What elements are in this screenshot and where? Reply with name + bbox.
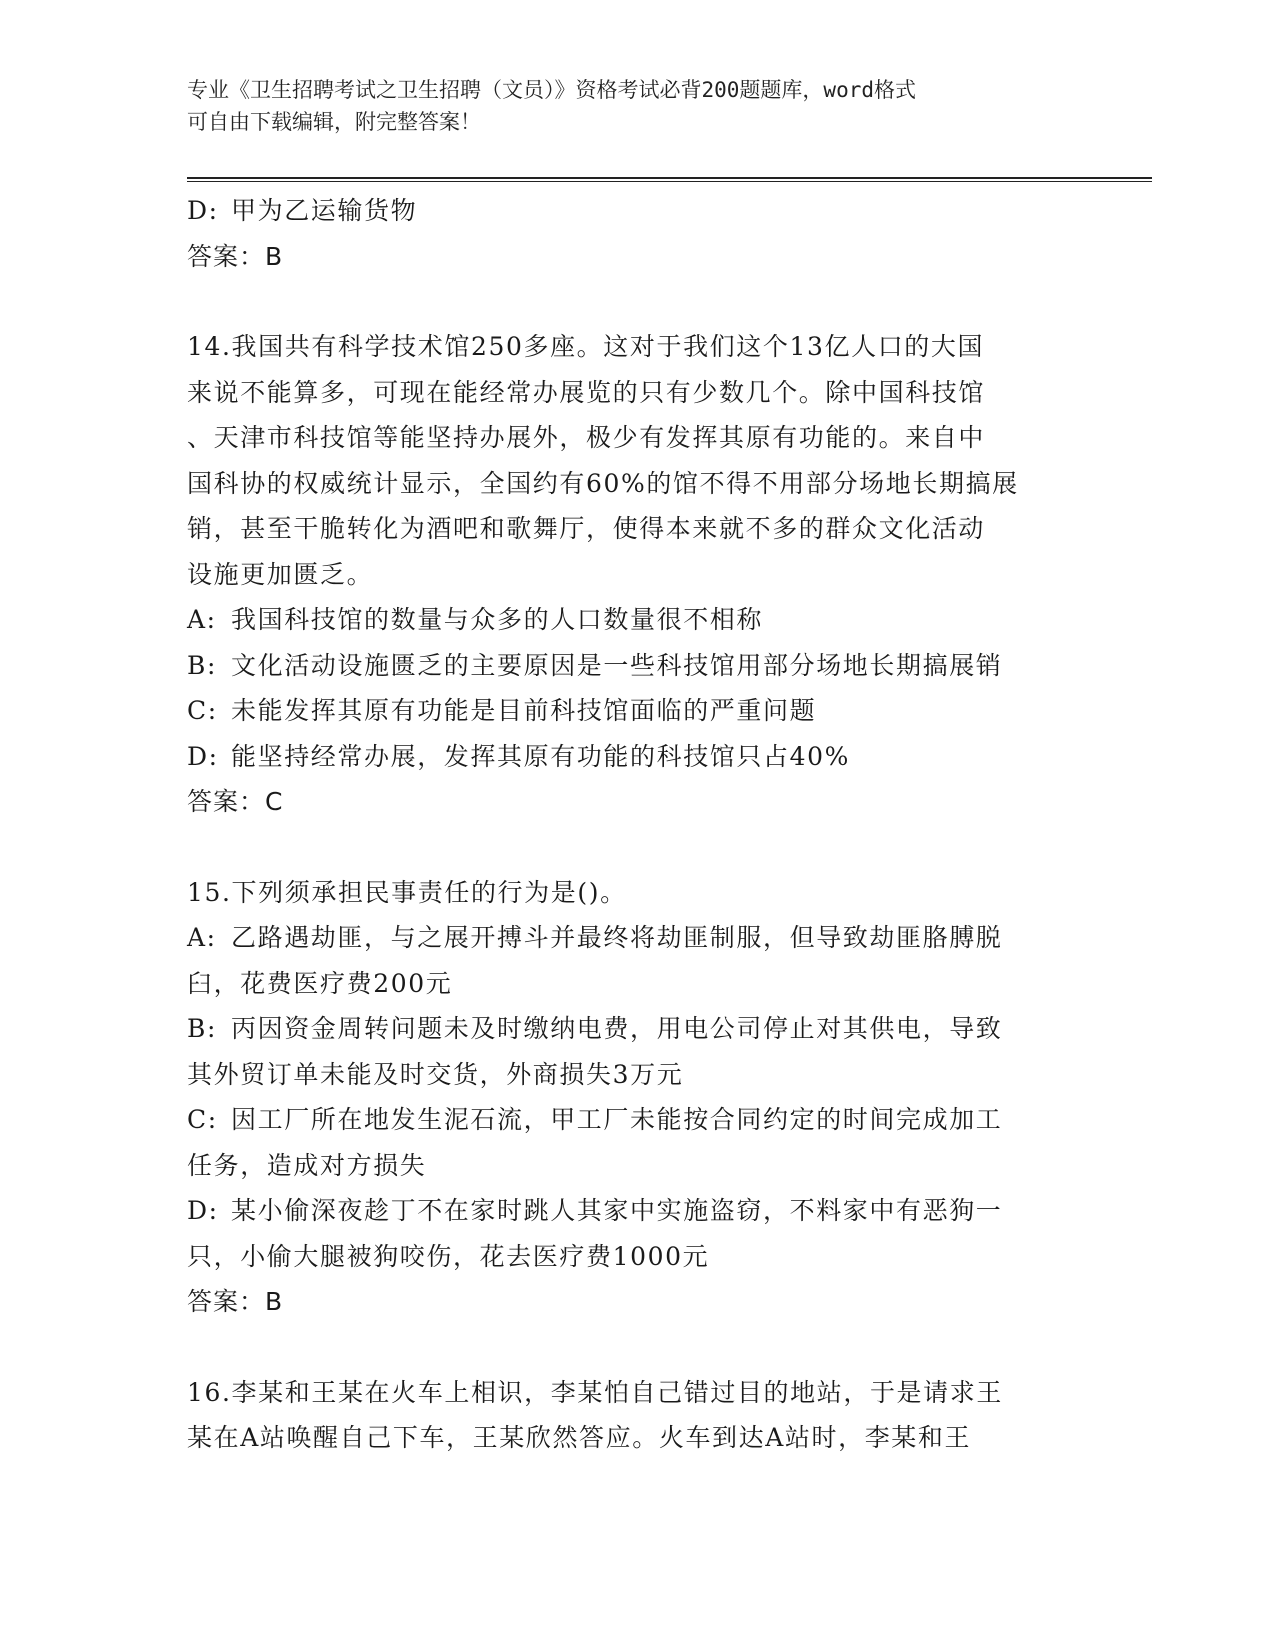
option-text: 乙路遇劫匪，与之展开搏斗并最终将劫匪制服，但导致劫匪胳膊脱 <box>231 923 1003 952</box>
question-text-line: 销，甚至干脆转化为酒吧和歌舞厅，使得本来就不多的群众文化活动 <box>187 514 986 543</box>
answer-line: 答案：B <box>187 1287 284 1316</box>
option-b <box>187 643 1087 689</box>
question-text-line: 设施更加匮乏。 <box>187 559 374 589</box>
question-text-line: 某在A站唤醒自己下车，王某欣然答应。火车到达A站时，李某和王 <box>187 1423 972 1452</box>
option-text: 未能发挥其原有功能是目前科技馆面临的严重问题 <box>231 696 817 725</box>
option-key: B: <box>187 1014 217 1043</box>
option-c <box>187 688 1087 734</box>
answer-line: 答案：B <box>187 241 284 271</box>
question-15 <box>187 870 1087 1325</box>
option-d <box>187 734 1087 780</box>
option-key: D: <box>187 196 219 225</box>
question-text-line: 15.下列须承担民事责任的行为是()。 <box>187 877 627 907</box>
spacer <box>187 279 1087 324</box>
question-text-line: 16.李某和王某在火车上相识，李某怕自己错过目的地站，于是请求王 <box>187 1377 1003 1407</box>
answer-line: 答案：C <box>187 787 284 816</box>
spacer <box>187 1325 1087 1370</box>
option-text: 甲为乙运输货物 <box>231 196 418 225</box>
option-text: 我国科技馆的数量与众多的人口数量很不相称 <box>231 605 764 634</box>
option-key: B: <box>187 650 217 680</box>
option-key: A: <box>187 605 217 634</box>
spacer <box>187 825 1087 870</box>
document-header <box>187 74 1067 138</box>
header-rule-thick <box>187 177 1152 179</box>
question-16 <box>187 1370 1087 1461</box>
option-c-continued: 任务，造成对方损失 <box>187 1150 427 1180</box>
option-key: C: <box>187 696 218 725</box>
header-rule-thin <box>187 181 1152 182</box>
option-text: 丙因资金周转问题未及时缴纳电费，用电公司停止对其供电，导致 <box>231 1014 1003 1043</box>
question-text-line: 国科协的权威统计显示，全国约有60%的馆不得不用部分场地长期搞展 <box>187 468 1019 498</box>
option-d-continued: 只，小偷大腿被狗咬伤，花去医疗费1000元 <box>187 1241 710 1271</box>
prev-question <box>187 188 1087 279</box>
option-c <box>187 1097 1087 1143</box>
header-line-1: 专业《卫生招聘考试之卫生招聘（文员）》资格考试必背200题题库，word格式 <box>187 78 916 102</box>
option-a-continued: 臼，花费医疗费200元 <box>187 968 453 998</box>
option-text: 能坚持经常办展，发挥其原有功能的科技馆只占40% <box>231 741 850 771</box>
question-text-line: 14.我国共有科学技术馆250多座。这对于我们这个13亿人口的大国 <box>187 332 985 361</box>
question-text-line: 来说不能算多，可现在能经常办展览的只有少数几个。除中国科技馆 <box>187 377 986 407</box>
option-key: C: <box>187 1105 218 1134</box>
option-key: D: <box>187 741 219 771</box>
option-text: 文化活动设施匮乏的主要原因是一些科技馆用部分场地长期搞展销 <box>231 650 1003 680</box>
option-key: D: <box>187 1196 219 1225</box>
option-a <box>187 597 1087 643</box>
option-text: 某小偷深夜趁丁不在家时跳人其家中实施盗窃，不料家中有恶狗一 <box>231 1196 1003 1225</box>
option-b-continued: 其外贸订单未能及时交货，外商损失3万元 <box>187 1059 684 1089</box>
document-body <box>187 188 1087 1461</box>
question-14 <box>187 324 1087 825</box>
option-b <box>187 1006 1087 1052</box>
option-d <box>187 1188 1087 1234</box>
header-line-2: 可自由下载编辑，附完整答案！ <box>187 110 481 134</box>
question-text-line: 、天津市科技馆等能坚持办展外，极少有发挥其原有功能的。来自中 <box>187 423 986 452</box>
option-a <box>187 915 1087 961</box>
option-text: 因工厂所在地发生泥石流，甲工厂未能按合同约定的时间完成加工 <box>231 1105 1003 1134</box>
option-d <box>187 188 1087 234</box>
option-key: A: <box>187 923 217 952</box>
